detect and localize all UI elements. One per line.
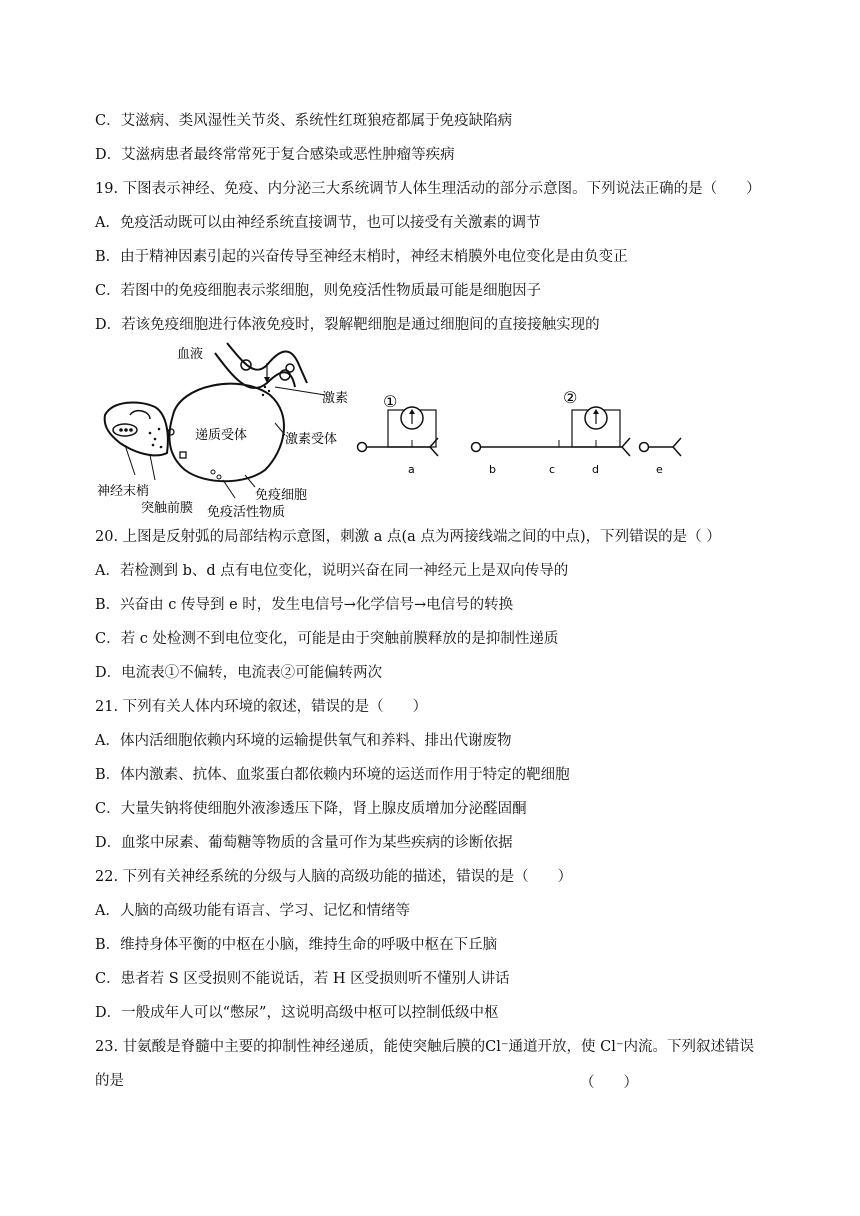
q18-option-d: D．艾滋病患者最终常常死于复合感染或恶性肿瘤等疾病	[95, 147, 455, 163]
q21-option-c: C．大量失钠将使细胞外液渗透压下降，肾上腺皮质增加分泌醛固酮	[95, 801, 527, 817]
q19-option-a: A．免疫活动既可以由神经系统直接调节，也可以接受有关激素的调节	[95, 215, 541, 231]
q22-option-a: A．人脑的高级功能有语言、学习、记忆和情绪等	[95, 903, 410, 919]
label-immune-cell: 免疫细胞	[255, 488, 308, 503]
q22-option-c: C．患者若 S 区受损则不能说话，若 H 区受损则听不懂别人讲话	[95, 971, 510, 987]
q19-stem: 19. 下图表示神经、免疫、内分泌三大系统调节人体生理活动的部分示意图。下列说法正确的是（ ）	[95, 181, 761, 197]
q20-stem: 20. 上图是反射弧的局部结构示意图，刺激 a 点(a 点为两接线端之间的中点)，下列错误的是（ ）	[95, 529, 721, 545]
figure-reflex-arc	[350, 380, 700, 490]
label-point-d: d	[592, 463, 599, 476]
label-transmitter-receptor: 递质受体	[195, 428, 248, 443]
label-hormone-receptor: 激素受体	[285, 432, 338, 447]
transmitter-receptor-site	[180, 452, 186, 458]
label-point-a: a	[408, 463, 415, 476]
q19-option-d: D．若该免疫细胞进行体液免疫时，裂解靶细胞是通过细胞间的直接接触实现的	[95, 317, 600, 333]
label-point-c: c	[549, 463, 556, 476]
label-nerve-ending: 神经末梢	[97, 484, 150, 499]
q21-option-d: D．血浆中尿素、葡萄糖等物质的含量可作为某些疾病的诊断依据	[95, 835, 513, 851]
q22-stem: 22. 下列有关神经系统的分级与人脑的高级功能的描述，错误的是（ ）	[95, 869, 573, 885]
q20-option-b: B．兴奋由 c 传导到 e 时，发生电信号→化学信号→电信号的转换	[95, 597, 514, 613]
neuron-cell-body	[472, 443, 481, 452]
neuron-cell-body	[640, 443, 649, 452]
blood-cell	[286, 364, 294, 372]
q22-option-d: D．一般成年人可以“憋尿”，这说明高级中枢可以控制低级中枢	[95, 1005, 499, 1021]
neuron-cell-body	[358, 443, 367, 452]
label-immune-active-substance: 免疫活性物质	[207, 505, 286, 520]
q18-option-c: C．艾滋病、类风湿性关节炎、系统性红斑狼疮都属于免疫缺陷病	[95, 113, 513, 129]
q23-stem: 23. 甘氨酸是脊髓中主要的抑制性神经递质，能使突触后膜的Cl⁻通道开放，使 Cl⁻内流。下列叙述错误的是	[95, 1039, 755, 1089]
q21-option-a: A．体内活细胞依赖内环境的运输提供氧气和养料、排出代谢废物	[95, 733, 512, 749]
label-blood: 血液	[177, 347, 204, 362]
q22-option-b: B．维持身体平衡的中枢在小脑，维持生命的呼吸中枢在下丘脑	[95, 937, 498, 953]
label-meter-2: ②	[563, 388, 578, 407]
label-point-b: b	[489, 463, 496, 476]
label-meter-1: ①	[383, 392, 398, 411]
q21-option-b: B．体内激素、抗体、血浆蛋白都依赖内环境的运送而作用于特定的靶细胞	[95, 767, 570, 783]
q19-option-b: B．由于精神因素引起的兴奋传导至神经末梢时，神经末梢膜外电位变化是由负变正	[95, 249, 628, 265]
q23-answer-parentheses: （ ）	[580, 1075, 638, 1091]
q20-option-a: A．若检测到 b、d 点有电位变化，说明兴奋在同一神经元上是双向传导的	[95, 563, 569, 579]
q20-option-c: C．若 c 处检测不到电位变化，可能是由于突触前膜释放的是抑制性递质	[95, 631, 559, 647]
q21-stem: 21. 下列有关人体内环境的叙述，错误的是（ ）	[95, 699, 428, 715]
label-presynaptic-membrane: 突触前膜	[141, 501, 194, 516]
q19-option-c: C．若图中的免疫细胞表示浆细胞，则免疫活性物质最可能是细胞因子	[95, 283, 542, 299]
figure-neuro-immune-diagram	[95, 335, 365, 520]
q20-option-d: D．电流表①不偏转，电流表②可能偏转两次	[95, 665, 383, 681]
label-point-e: e	[656, 463, 663, 476]
label-hormone: 激素	[322, 391, 349, 406]
